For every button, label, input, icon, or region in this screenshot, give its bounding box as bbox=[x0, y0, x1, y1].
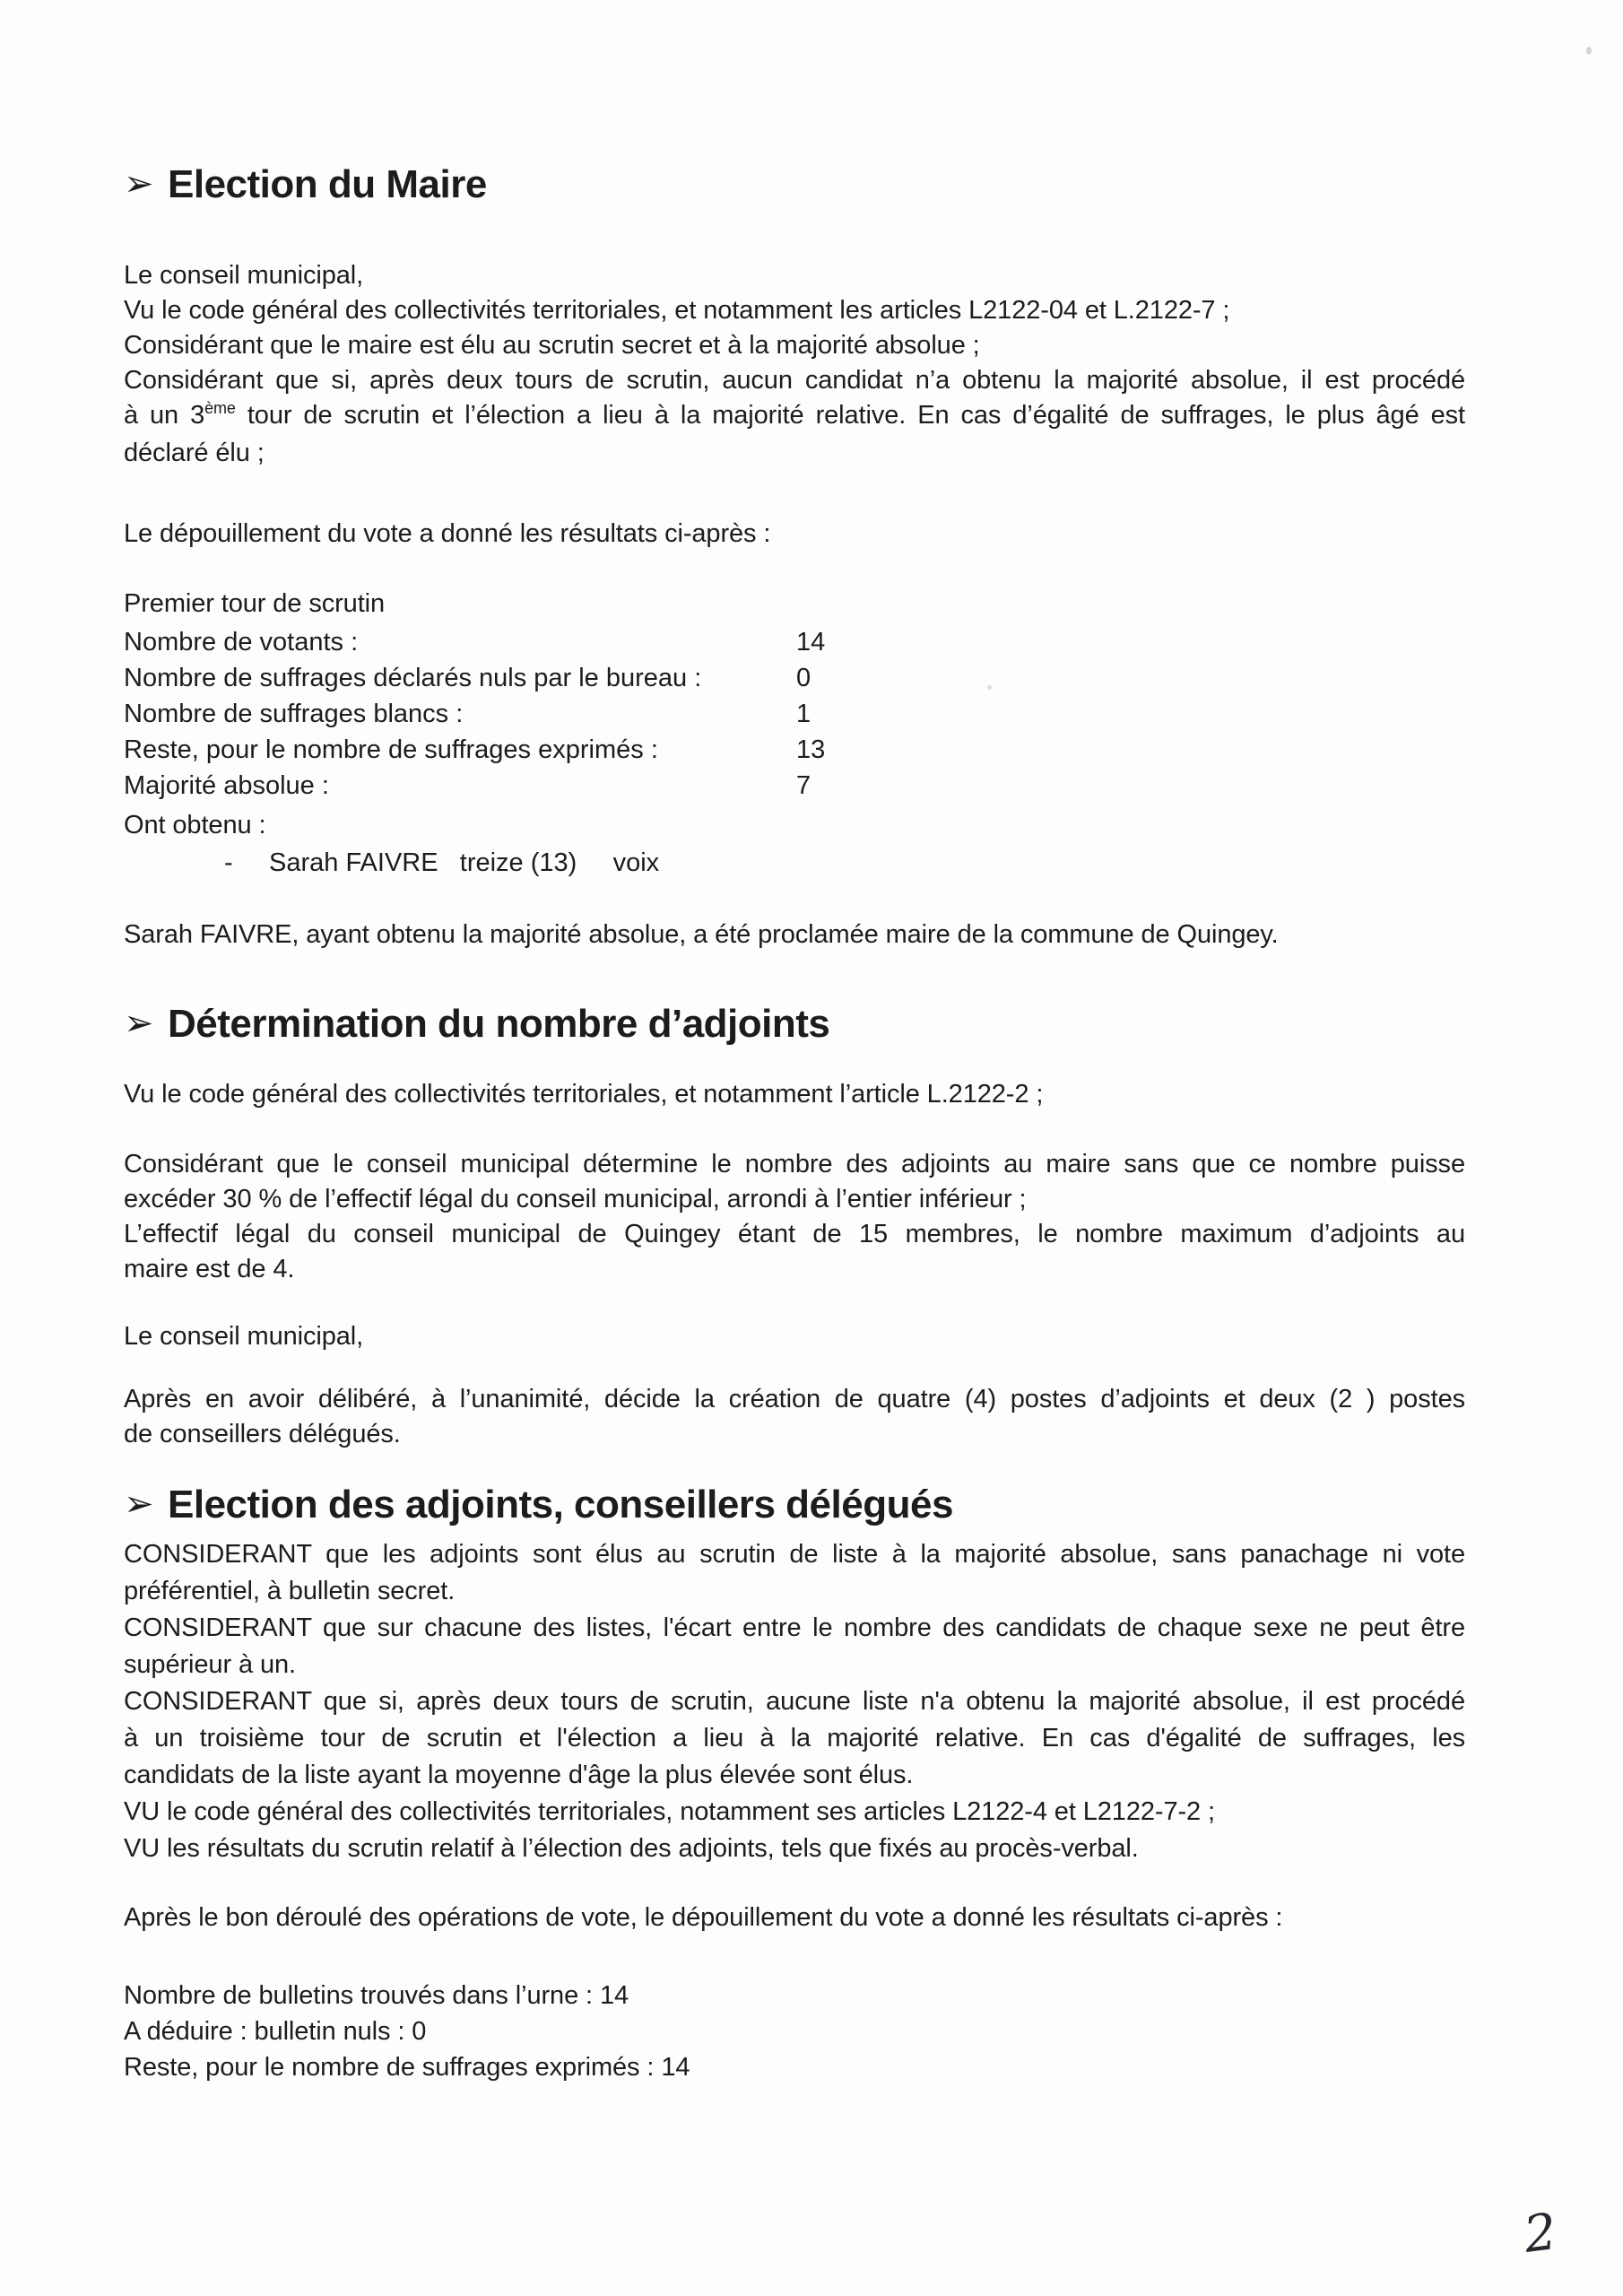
heading-text: Election du Maire bbox=[168, 162, 487, 206]
heading-text: Détermination du nombre d’adjoints bbox=[168, 1002, 830, 1046]
result-value: 13 bbox=[796, 735, 826, 764]
result-row bbox=[124, 624, 1465, 660]
result-label: Reste, pour le nombre de suffrages exprimés : bbox=[124, 735, 658, 764]
paragraph-depouillement bbox=[124, 517, 1465, 552]
handwritten-page-number: 2 bbox=[1521, 2203, 1560, 2265]
text-line: excéder 30 % de l’effectif légal du conseil municipal, arrondi à l’entier inférieur ; bbox=[124, 1185, 1027, 1213]
text-line: CONSIDERANT que si, après deux tours de scrutin, aucune liste n'a obtenu la majorité absolue, il est procédé bbox=[124, 1687, 1465, 1716]
label-ont-obtenu bbox=[124, 808, 1465, 843]
result-row bbox=[124, 768, 1465, 804]
text-line: Le dépouillement du vote a donné les résultats ci-après : bbox=[124, 519, 771, 548]
text-segment: à un 3 bbox=[124, 401, 205, 430]
paragraph-resultats-adjoints bbox=[124, 1978, 1465, 2085]
text-line: A déduire : bulletin nuls : 0 bbox=[124, 2017, 427, 2046]
result-value: 14 bbox=[796, 628, 826, 657]
text-line: de conseillers délégués. bbox=[124, 1420, 401, 1448]
text-line: supérieur à un. bbox=[124, 1650, 296, 1679]
candidate-result-item bbox=[124, 846, 1465, 881]
text-line: Vu le code général des collectivités territoriales, et notamment l’article L.2122-2 ; bbox=[124, 1080, 1044, 1109]
text-line: Le conseil municipal, bbox=[124, 1322, 364, 1351]
heading-determination-adjoints bbox=[124, 1003, 1465, 1047]
text-line: VU les résultats du scrutin relatif à l’élection des adjoints, tels que fixés au procès-verbal. bbox=[124, 1834, 1139, 1863]
text-line: candidats de la liste ayant la moyenne d'âge la plus élevée sont élus. bbox=[124, 1761, 914, 1789]
heading-election-adjoints bbox=[124, 1483, 1465, 1527]
superscript-segment: ème bbox=[204, 399, 236, 417]
text-line: Ont obtenu : bbox=[124, 811, 266, 839]
text-line: Après en avoir délibéré, à l’unanimité, décide la création de quatre (4) postes d’adjoints et deux (2 ) postes bbox=[124, 1385, 1465, 1413]
paragraph-apres-vote bbox=[124, 1900, 1465, 1935]
text-line: Considérant que si, après deux tours de scrutin, aucun candidat n’a obtenu la majorité absolue, il est procédé bbox=[124, 366, 1465, 395]
result-label: Majorité absolue : bbox=[124, 771, 329, 800]
text-line: Considérant que le conseil municipal détermine le nombre des adjoints au maire sans que ce nombre puisse bbox=[124, 1150, 1465, 1178]
label-premier-tour bbox=[124, 587, 1465, 622]
text-line: VU le code général des collectivités territoriales, notamment ses articles L2122-4 et L2122-7-2 ; bbox=[124, 1797, 1215, 1826]
text-line-superscript bbox=[124, 398, 1465, 436]
paragraph-considerant-adjoints bbox=[124, 1147, 1465, 1287]
dash-bullet-icon: - bbox=[224, 848, 233, 877]
arrowhead-bullet-icon: ➢ bbox=[124, 164, 154, 204]
arrowhead-bullet-icon: ➢ bbox=[124, 1004, 154, 1043]
result-value: 1 bbox=[796, 700, 812, 728]
heading-text: Election des adjoints, conseillers délégués bbox=[168, 1483, 953, 1526]
heading-election-maire bbox=[124, 163, 1465, 207]
text-line: Nombre de bulletins trouvés dans l’urne : 14 bbox=[124, 1981, 629, 2010]
result-value: 0 bbox=[796, 664, 812, 692]
result-value: 7 bbox=[796, 771, 812, 800]
text-line: Sarah FAIVRE, ayant obtenu la majorité absolue, a été proclamée maire de la commune de Quingey. bbox=[124, 920, 1279, 949]
paragraph-preambule-maire bbox=[124, 258, 1465, 471]
text-line: Reste, pour le nombre de suffrages exprimés : 14 bbox=[124, 2053, 690, 2082]
text-line: Après le bon déroulé des opérations de vote, le dépouillement du vote a donné les résultats ci-après : bbox=[124, 1903, 1283, 1932]
text-line: Considérant que le maire est élu au scrutin secret et à la majorité absolue ; bbox=[124, 331, 980, 360]
text-line: L’effectif légal du conseil municipal de Quingey étant de 15 membres, le nombre maximum d’adjoints au bbox=[124, 1220, 1465, 1248]
result-label: Nombre de suffrages blancs : bbox=[124, 700, 464, 728]
text-line: Premier tour de scrutin bbox=[124, 589, 386, 618]
paragraph-proclamation bbox=[124, 918, 1465, 952]
text-line: préférentiel, à bulletin secret. bbox=[124, 1577, 456, 1605]
results-table bbox=[124, 624, 1465, 804]
result-row bbox=[124, 732, 1465, 768]
text-line: déclaré élu ; bbox=[124, 439, 265, 467]
list-item bbox=[124, 846, 1465, 881]
label-conseil-municipal bbox=[124, 1319, 1465, 1354]
paragraph-deliberation bbox=[124, 1382, 1465, 1452]
paragraph-vu-article bbox=[124, 1077, 1465, 1112]
result-label: Nombre de suffrages déclarés nuls par le bureau : bbox=[124, 664, 702, 692]
result-row bbox=[124, 660, 1465, 696]
text-line: Vu le code général des collectivités territoriales, et notamment les articles L2122-04 et L.2122-7 ; bbox=[124, 296, 1230, 325]
text-segment: tour de scrutin et l’élection a lieu à la majorité relative. En cas d’égalité de suffrages, le plus âgé est bbox=[235, 401, 1465, 430]
result-label: Nombre de votants : bbox=[124, 628, 359, 657]
arrowhead-bullet-icon: ➢ bbox=[124, 1484, 154, 1524]
text-line: Le conseil municipal, bbox=[124, 261, 364, 290]
candidate-votes-text: Sarah FAIVRE treize (13) voix bbox=[269, 848, 660, 877]
text-line: à un troisième tour de scrutin et l'élection a lieu à la majorité relative. En cas d'égalité de suffrages, les bbox=[124, 1724, 1465, 1752]
text-line: maire est de 4. bbox=[124, 1255, 295, 1283]
paragraph-considerant-liste bbox=[124, 1536, 1465, 1867]
text-line: CONSIDERANT que sur chacune des listes, l'écart entre le nombre des candidats de chaque sexe ne peut être bbox=[124, 1613, 1465, 1642]
result-row bbox=[124, 696, 1465, 732]
text-line: CONSIDERANT que les adjoints sont élus au scrutin de liste à la majorité absolue, sans panachage ni vote bbox=[124, 1540, 1465, 1569]
scan-speck bbox=[1586, 47, 1592, 55]
